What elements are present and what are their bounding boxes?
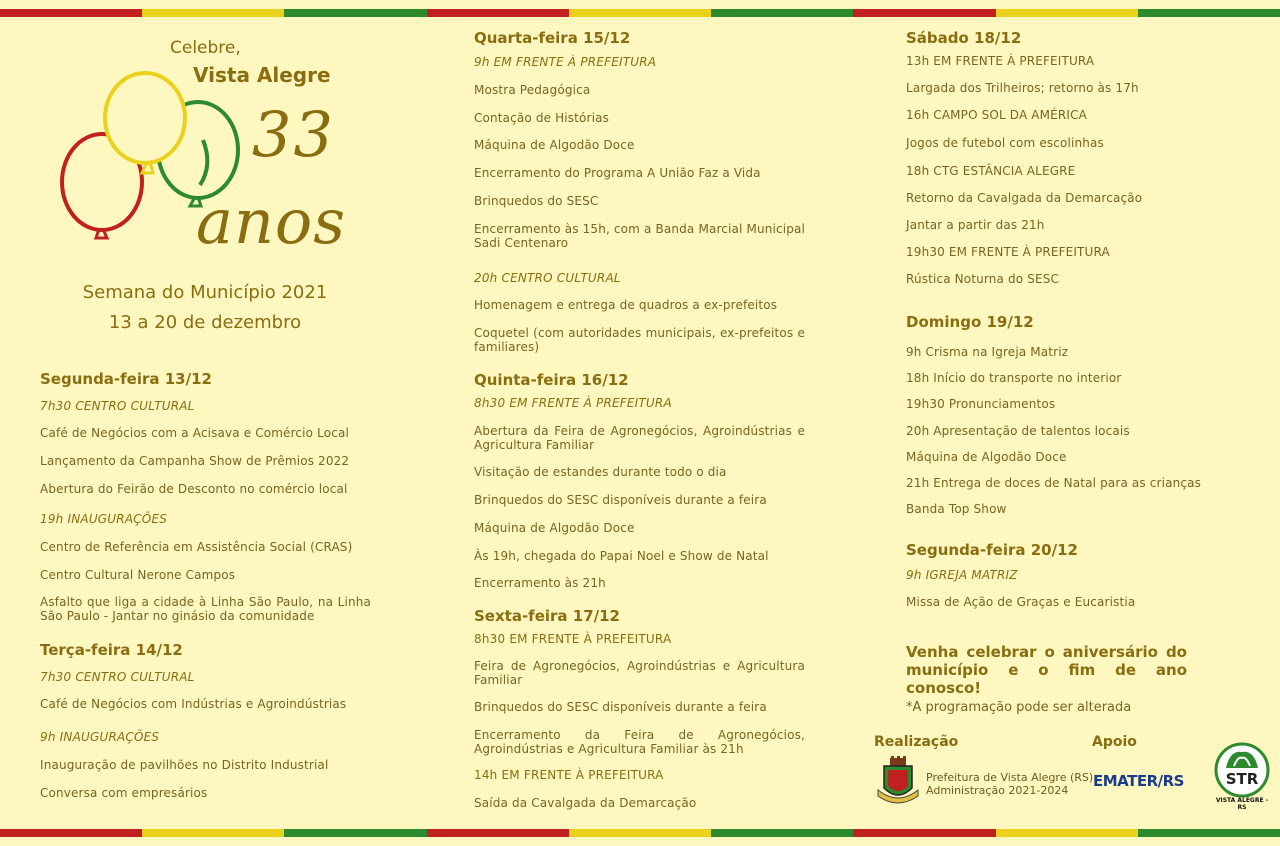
venue-label: 8h30 EM FRENTE À PREFEITURA bbox=[474, 396, 672, 410]
list-item: Brinquedos do SESC bbox=[474, 194, 599, 208]
list-item: 21h Entrega de doces de Natal para as crianças bbox=[906, 476, 1202, 490]
day-title-monday: Segunda-feira 13/12 bbox=[40, 370, 212, 388]
venue-label: 19h INAUGURAÇÕES bbox=[40, 512, 168, 526]
event-dates: 13 a 20 de dezembro bbox=[108, 312, 302, 333]
list-item: Máquina de Algodão Doce bbox=[906, 450, 1067, 464]
list-item: Às 19h, chegada do Papai Noel e Show de Natal bbox=[474, 549, 769, 563]
venue-label: 9h EM FRENTE À PREFEITURA bbox=[474, 55, 657, 69]
disclaimer-note: *A programação pode ser alterada bbox=[906, 700, 1132, 715]
list-item: Asfalto que liga a cidade à Linha São Paulo, na Linha São Paulo - Jantar no ginásio da comunidade bbox=[40, 595, 371, 623]
list-item: Missa de Ação de Graças e Eucaristia bbox=[906, 595, 1136, 609]
list-item: Máquina de Algodão Doce bbox=[474, 521, 635, 535]
list-item: Contação de Histórias bbox=[474, 111, 609, 125]
venue-label: 9h INAUGURAÇÕES bbox=[40, 730, 160, 744]
list-item: Lançamento da Campanha Show de Prêmios 2022 bbox=[40, 454, 350, 468]
emater-text: EMATER/RS bbox=[1093, 772, 1184, 790]
list-item: Centro Cultural Nerone Campos bbox=[40, 568, 236, 582]
day-title-friday: Sexta-feira 17/12 bbox=[474, 607, 620, 625]
list-item: Encerramento às 21h bbox=[474, 576, 606, 590]
list-item: Largada dos Trilheiros; retorno às 17h bbox=[906, 81, 1139, 95]
top-color-stripe bbox=[0, 9, 1280, 17]
list-item: Abertura da Feira de Agronegócios, Agroindústrias e Agricultura Familiar bbox=[474, 424, 805, 452]
list-item: Retorno da Cavalgada da Demarcação bbox=[906, 191, 1143, 205]
event-title bbox=[60, 278, 350, 338]
day-title-saturday: Sábado 18/12 bbox=[906, 29, 1022, 47]
list-item: Mostra Pedagógica bbox=[474, 83, 591, 97]
list-item: Conversa com empresários bbox=[40, 786, 208, 800]
list-item: 16h CAMPO SOL DA AMÉRICA bbox=[906, 108, 1087, 122]
header-city: Vista Alegre bbox=[193, 63, 331, 87]
list-item: Jantar a partir das 21h bbox=[906, 218, 1045, 232]
list-item: Café de Negócios com Indústrias e Agroindústrias bbox=[40, 697, 347, 711]
event-name: Semana do Município 2021 bbox=[82, 282, 328, 303]
day-title-sunday: Domingo 19/12 bbox=[906, 313, 1034, 331]
prefeitura-text bbox=[926, 771, 1093, 797]
list-item: Café de Negócios com a Acisava e Comércio Local bbox=[40, 426, 349, 440]
realizacao-label: Realização bbox=[874, 734, 959, 750]
list-item: 9h Crisma na Igreja Matriz bbox=[906, 345, 1069, 359]
bottom-color-stripe bbox=[0, 829, 1280, 837]
list-item: Homenagem e entrega de quadros a ex-prefeitos bbox=[474, 298, 778, 312]
list-item: Máquina de Algodão Doce bbox=[474, 138, 635, 152]
list-item: Feira de Agronegócios, Agroindústrias e Agricultura Familiar bbox=[474, 659, 805, 687]
coat-of-arms-icon bbox=[874, 756, 922, 808]
prefeitura-name: Prefeitura de Vista Alegre (RS) bbox=[926, 771, 1094, 784]
emater-logo bbox=[1093, 772, 1184, 790]
list-item: Visitação de estandes durante todo o dia bbox=[474, 465, 727, 479]
prefeitura-administration: Administração 2021-2024 bbox=[926, 784, 1069, 797]
venue-label: 7h30 CENTRO CULTURAL bbox=[40, 670, 195, 684]
anniversary-anos: anos bbox=[196, 185, 347, 258]
list-item: Rústica Noturna do SESC bbox=[906, 272, 1060, 286]
list-item: Brinquedos do SESC disponíveis durante a feira bbox=[474, 700, 767, 714]
list-item: 19h30 EM FRENTE À PREFEITURA bbox=[906, 245, 1110, 259]
day-title-monday-20: Segunda-feira 20/12 bbox=[906, 541, 1078, 559]
venue-label: 20h CENTRO CULTURAL bbox=[474, 271, 621, 285]
venue-label: 9h IGREJA MATRIZ bbox=[906, 568, 1018, 582]
list-item: Coquetel (com autoridades municipais, ex-prefeitos e familiares) bbox=[474, 326, 805, 354]
venue-label: 8h30 EM FRENTE À PREFEITURA bbox=[474, 632, 672, 646]
venue-label: 14h EM FRENTE À PREFEITURA bbox=[474, 768, 664, 782]
list-item: Banda Top Show bbox=[906, 502, 1007, 516]
list-item: 18h Início do transporte no interior bbox=[906, 371, 1122, 385]
list-item: 13h EM FRENTE À PREFEITURA bbox=[906, 54, 1095, 68]
list-item: Encerramento às 15h, com a Banda Marcial Municipal Sadi Centenaro bbox=[474, 222, 805, 250]
str-city: VISTA ALEGRE - RS bbox=[1215, 797, 1269, 811]
anniversary-number: 33 bbox=[252, 98, 335, 171]
str-text: STR bbox=[1225, 770, 1259, 788]
list-item: Centro de Referência em Assistência Social (CRAS) bbox=[40, 540, 353, 554]
list-item: Brinquedos do SESC disponíveis durante a feira bbox=[474, 493, 767, 507]
list-item: Encerramento do Programa A União Faz a Vida bbox=[474, 166, 761, 180]
list-item: 19h30 Pronunciamentos bbox=[906, 397, 1056, 411]
list-item: 18h CTG ESTÂNCIA ALEGRE bbox=[906, 164, 1076, 178]
day-title-wednesday: Quarta-feira 15/12 bbox=[474, 29, 631, 47]
list-item: Abertura do Feirão de Desconto no comércio local bbox=[40, 482, 348, 496]
invitation-text: Venha celebrar o aniversário do município e o fim de ano conosco! bbox=[906, 643, 1187, 697]
apoio-label: Apoio bbox=[1092, 734, 1137, 750]
venue-label: 7h30 CENTRO CULTURAL bbox=[40, 399, 195, 413]
list-item: Saída da Cavalgada da Demarcação bbox=[474, 796, 697, 810]
list-item: Inauguração de pavilhões no Distrito Industrial bbox=[40, 758, 329, 772]
day-title-tuesday: Terça-feira 14/12 bbox=[40, 641, 183, 659]
list-item: Jogos de futebol com escolinhas bbox=[906, 136, 1104, 150]
list-item: 20h Apresentação de talentos locais bbox=[906, 424, 1130, 438]
header-celebre: Celebre, bbox=[170, 38, 241, 58]
str-logo-icon bbox=[1214, 742, 1270, 800]
day-title-thursday: Quinta-feira 16/12 bbox=[474, 371, 629, 389]
list-item: Encerramento da Feira de Agronegócios, Agroindústrias e Agricultura Familiar às 21h bbox=[474, 728, 805, 756]
